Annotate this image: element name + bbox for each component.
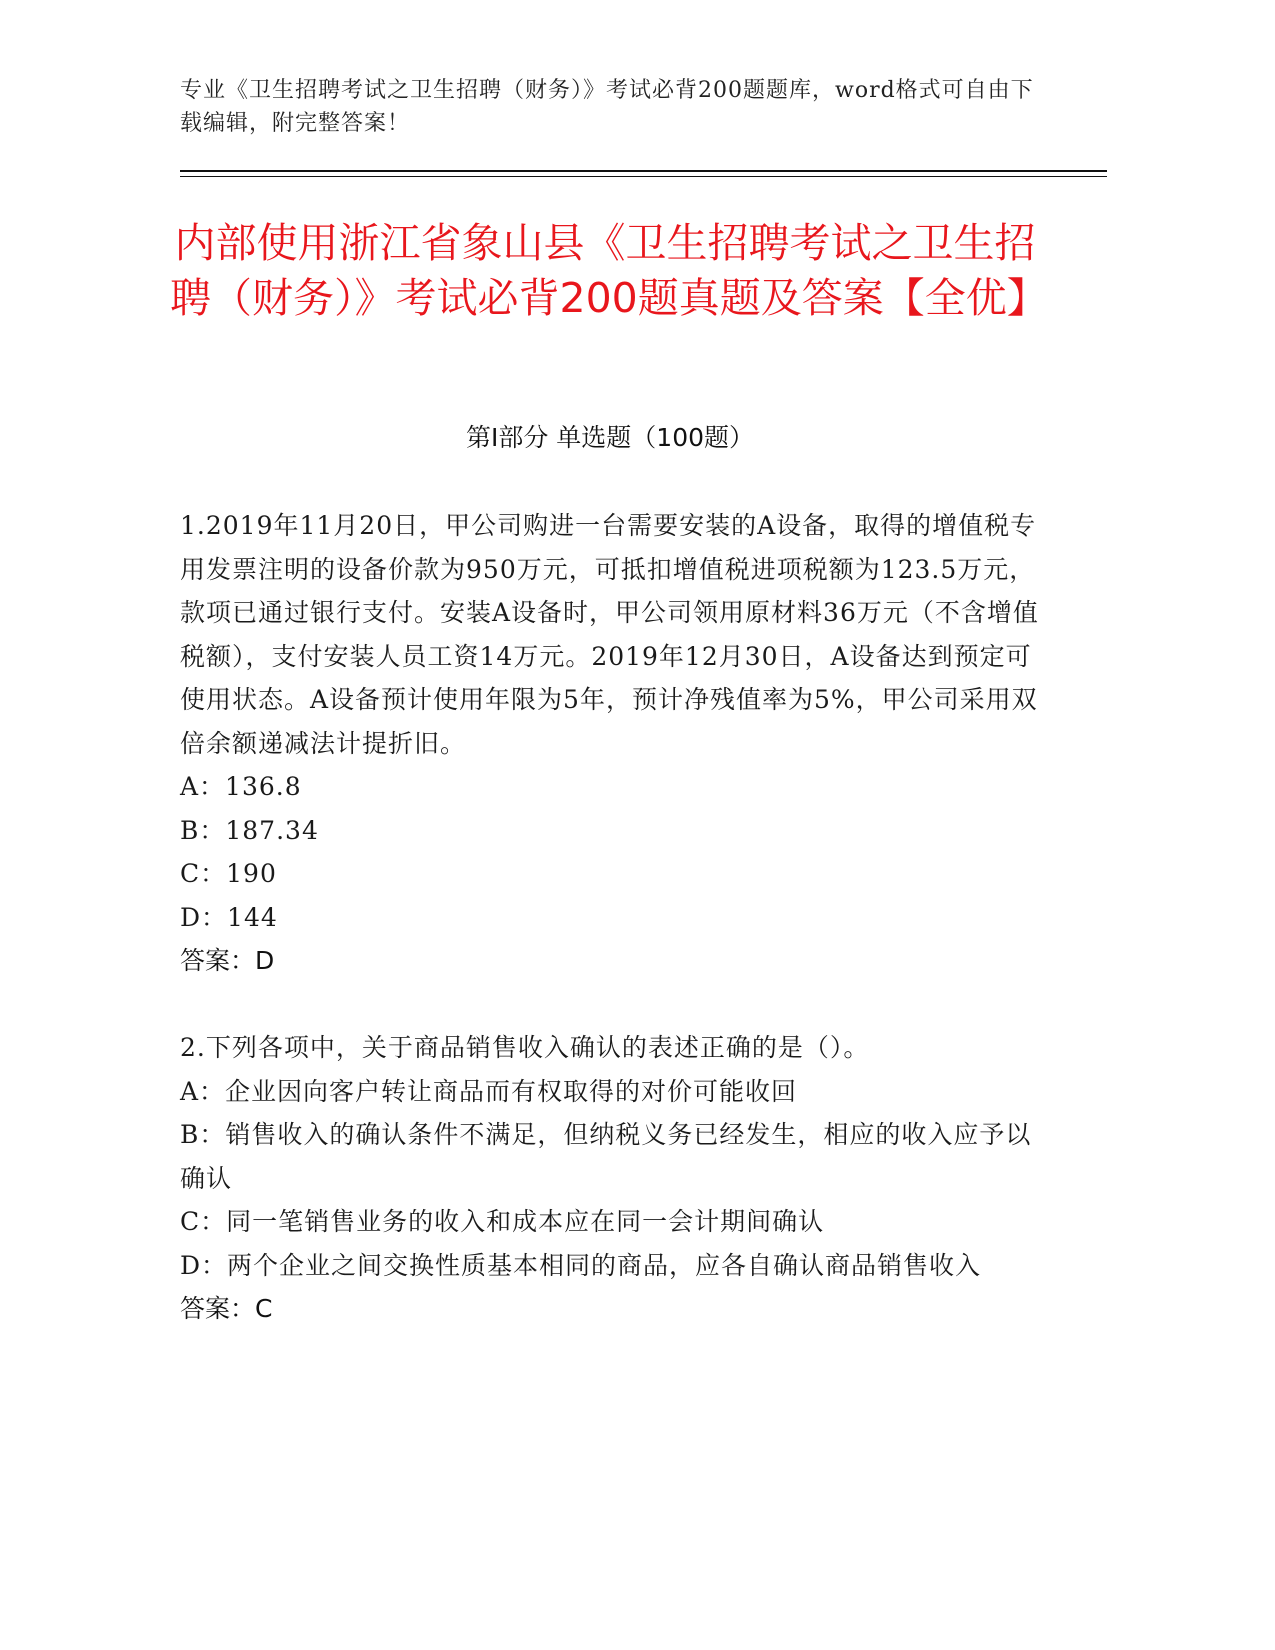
option-c: C：190: [180, 859, 277, 888]
option-d: D：两个企业之间交换性质基本相同的商品，应各自确认商品销售收入: [180, 1250, 982, 1280]
answer-line: 答案：D: [180, 946, 275, 975]
answer-line: 答案：C: [180, 1294, 273, 1323]
document-title: 内部使用浙江省象山县《卫生招聘考试之卫生招聘（财务）》考试必背200题真题及答案【全优】: [170, 219, 1048, 322]
header-divider-thin: [180, 176, 1107, 177]
option-b: B：187.34: [180, 815, 319, 845]
option-a: A：企业因向客户转让商品而有权取得的对价可能收回: [180, 1076, 798, 1106]
question-stem: 1.2019年11月20日，甲公司购进一台需要安装的A设备，取得的增值税专用发票注明的设备价款为950万元，可抵扣增值税进项税额为123.5万元，款项已通过银行支付。安装A设备时，甲公司领用原材料36万元（不含增值税额），支付安装人员工资14万元。2019年12月30日，A设备达到预定可使用状态。A设备预计使用年限为5年，预计净残值率为5%，甲公司采用双倍余额递减法计提折旧。: [180, 511, 1039, 758]
header-note: 专业《卫生招聘考试之卫生招聘（财务）》考试必背200题题库，word格式可自由下载编辑，附完整答案！: [180, 78, 1034, 136]
question-stem: 2.下列各项中，关于商品销售收入确认的表述正确的是（）。: [180, 1033, 870, 1062]
question-1: [180, 504, 1040, 983]
option-a: A：136.8: [180, 772, 302, 801]
section-heading: 第Ⅰ部分 单选题（100题）: [465, 423, 755, 452]
question-2: [180, 1026, 1040, 1331]
option-c: C：同一笔销售业务的收入和成本应在同一会计期间确认: [180, 1207, 825, 1236]
option-b: B：销售收入的确认条件不满足，但纳税义务已经发生，相应的收入应予以确认: [180, 1120, 1032, 1193]
option-d: D：144: [180, 902, 278, 932]
header-divider-thick: [180, 170, 1107, 172]
